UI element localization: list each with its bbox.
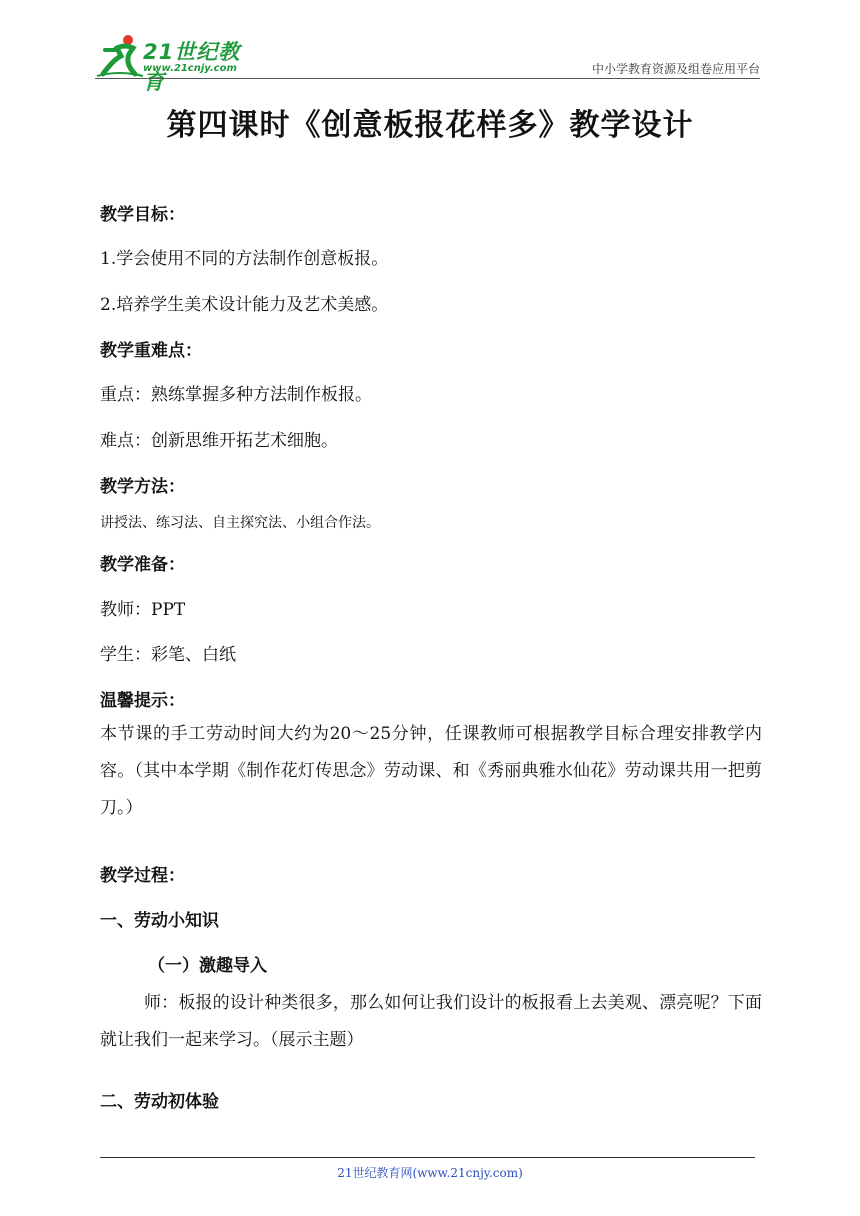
part-1-subheading: （一）激趣导入 — [148, 956, 267, 976]
header-tagline: 中小学教育资源及组卷应用平台 — [591, 62, 760, 76]
difficult-point: 难点：创新思维开拓艺术细胞。 — [100, 431, 338, 451]
methods-text: 讲授法、练习法、自主探究法、小组合作法。 — [100, 515, 380, 531]
part-1-heading: 一、劳动小知识 — [100, 911, 219, 931]
runner-icon — [95, 34, 145, 78]
part-1-paragraph: 师：板报的设计种类很多，那么如何让我们设计的板报看上去美观、漂亮呢？下面就让我们一起来学习。（展示主题） — [100, 993, 762, 1050]
page-header — [95, 30, 760, 94]
key-point: 重点：熟练掌握多种方法制作板报。 — [100, 385, 372, 405]
key-points-heading: 教学重难点： — [100, 341, 202, 361]
document-title: 第四课时《创意板报花样多》教学设计 — [166, 108, 694, 143]
objective-1: 1.学会使用不同的方法制作创意板报。 — [100, 249, 389, 269]
tips-paragraph: 本节课的手工劳动时间大约为20～25分钟，任课教师可根据教学目标合理安排教学内容。（其中本学期《制作花灯传思念》劳动课、和《秀丽典雅水仙花》劳动课共用一把剪刀。） — [100, 724, 762, 818]
preparation-heading: 教学准备： — [100, 555, 185, 575]
objective-2: 2.培养学生美术设计能力及艺术美感。 — [100, 295, 389, 315]
footer-divider — [100, 1157, 755, 1158]
teacher-preparation: 教师：PPT — [100, 600, 186, 620]
process-heading: 教学过程： — [100, 866, 185, 886]
objectives-heading: 教学目标： — [100, 205, 185, 225]
methods-heading: 教学方法： — [100, 477, 185, 497]
site-logo — [95, 34, 255, 94]
logo-url: www.21cnjy.com — [143, 63, 237, 74]
header-divider — [95, 78, 760, 79]
part-2-heading: 二、劳动初体验 — [100, 1092, 219, 1112]
logo-text: 21世纪教育 — [143, 40, 241, 94]
student-preparation: 学生：彩笔、白纸 — [100, 645, 236, 665]
page-footer: 21世纪教育网(www.21cnjy.com) — [337, 1166, 523, 1180]
tips-heading: 温馨提示： — [100, 691, 185, 711]
